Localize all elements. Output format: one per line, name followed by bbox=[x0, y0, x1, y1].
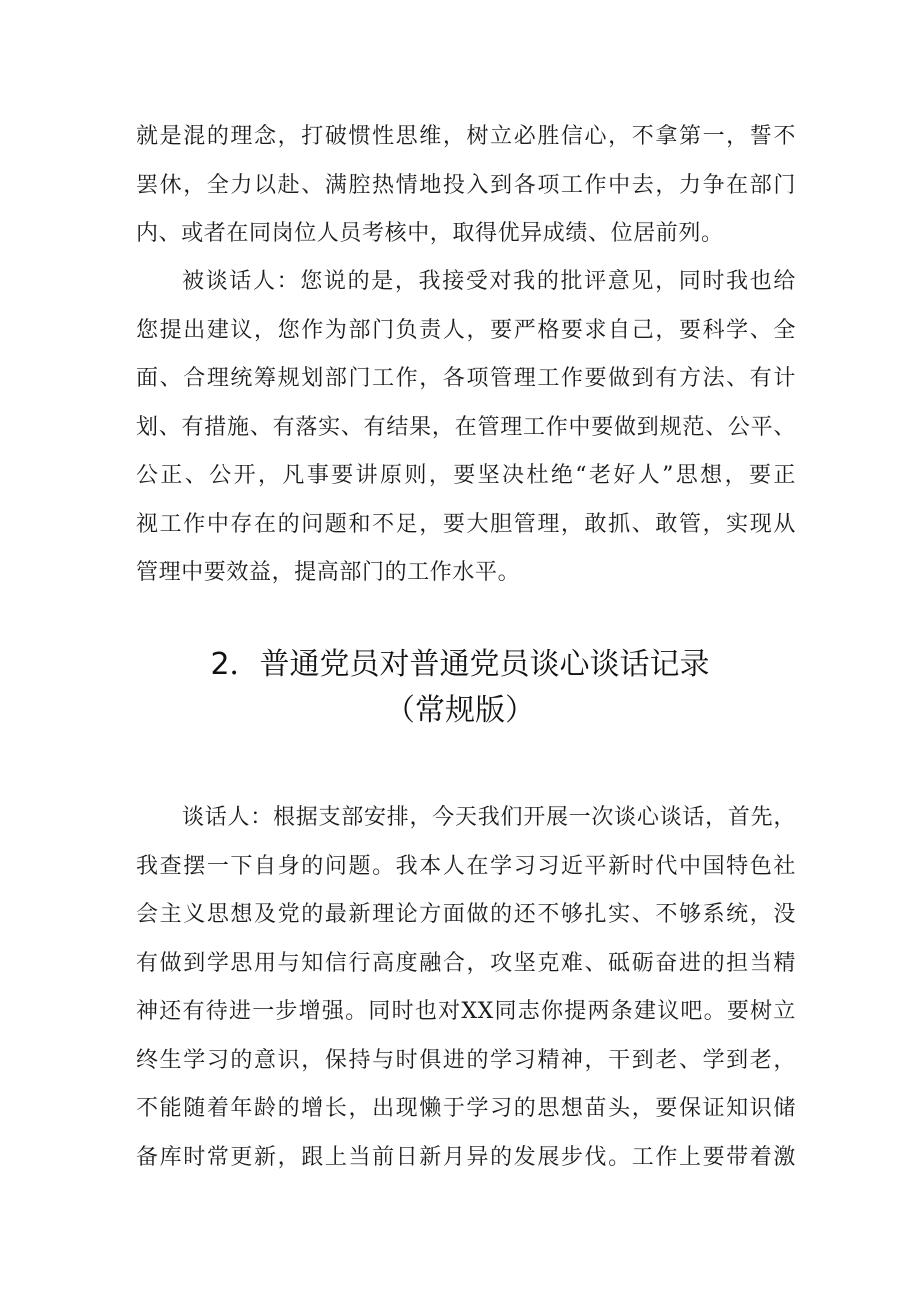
paragraph-interviewee-reply bbox=[136, 258, 796, 598]
section-subheading: （常规版） bbox=[385, 693, 535, 728]
text-line: 就是混的理念，打破惯性思维，树立必胜信心，不拿第一，誓不 bbox=[136, 124, 796, 149]
text-line: 视工作中存在的问题和不足，要大胆管理，敢抓、敢管，实现从 bbox=[136, 511, 796, 537]
text-line: 终生学习的意识，保持与时俱进的学习精神，干到老、学到老， bbox=[136, 1047, 796, 1073]
text-line: 谈话人：根据支部安排，今天我们开展一次谈心谈话，首先， bbox=[182, 805, 796, 830]
section-heading: 2．普通党员对普通党员谈心谈话记录 bbox=[210, 647, 710, 682]
text-line: 会主义思想及党的最新理论方面做的还不够扎实、不够系统，没 bbox=[136, 902, 796, 927]
text-line: 有做到学思用与知信行高度融合，攻坚克难、砥砺奋进的担当精 bbox=[136, 950, 796, 976]
text-line: 罢休，全力以赴、满腔热情地投入到各项工作中去，力争在部门 bbox=[136, 172, 796, 198]
paragraph-interviewer bbox=[136, 794, 796, 1182]
text-line: 面、合理统筹规划部门工作，各项管理工作要做到有方法、有计 bbox=[136, 366, 796, 391]
text-line: 您提出建议，您作为部门负责人，要严格要求自己，要科学、全 bbox=[136, 317, 796, 343]
text-line: 公正、公开，凡事要讲原则，要坚决杜绝“老好人”思想，要正 bbox=[136, 463, 796, 488]
text-line: 管理中要效益，提高部门的工作水平。 bbox=[136, 560, 521, 585]
text-line: 备库时常更新，跟上当前日新月异的发展步伐。工作上要带着激 bbox=[136, 1144, 796, 1170]
text-line: 内、或者在同岗位人员考核中，取得优异成绩、位居前列。 bbox=[136, 221, 724, 246]
text-line: 划、有措施、有落实、有结果，在管理工作中要做到规范、公平、 bbox=[136, 414, 796, 440]
text-line: 我查摆一下自身的问题。我本人在学习习近平新时代中国特色社 bbox=[136, 853, 796, 879]
text-line: 不能随着年龄的增长，出现懒于学习的思想苗头，要保证知识储 bbox=[136, 1096, 796, 1121]
text-line: 被谈话人：您说的是，我接受对我的批评意见，同时我也给 bbox=[182, 269, 796, 294]
paragraph-continued bbox=[136, 113, 796, 259]
text-line: 神还有待进一步增强。同时也对XX同志你提两条建议吧。要树立 bbox=[136, 999, 796, 1024]
